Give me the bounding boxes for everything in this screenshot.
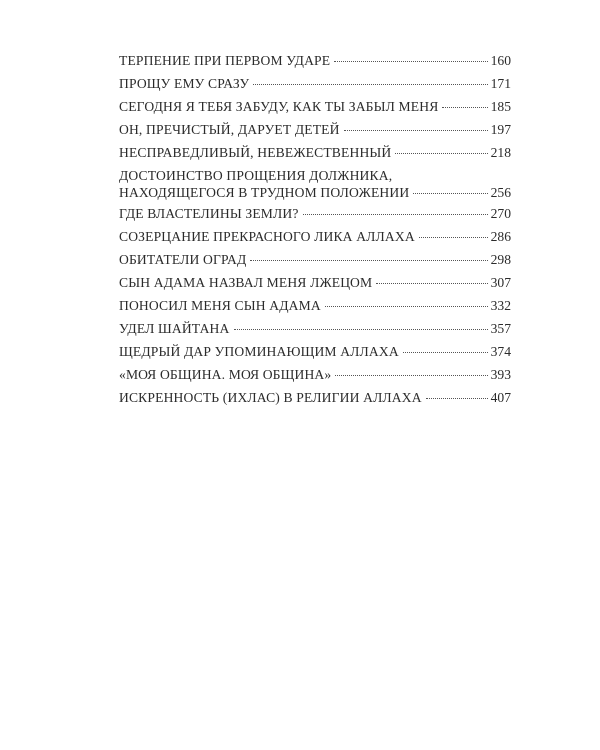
toc-entry-title: ЩЕДРЫЙ ДАР УПОМИНАЮЩИМ АЛЛАХА [119, 344, 399, 359]
dot-leader [395, 153, 487, 154]
dot-leader [335, 375, 487, 376]
toc-entry-title: ПРОЩУ ЕМУ СРАЗУ [119, 76, 250, 91]
toc-entry-page: 307 [490, 275, 511, 290]
toc-entry-title: НЕСПРАВЕДЛИВЫЙ, НЕВЕЖЕСТВЕННЫЙ [119, 145, 392, 160]
toc-entry-page: 298 [490, 252, 511, 267]
dot-leader [253, 84, 487, 85]
toc-entry-title: ГДЕ ВЛАСТЕЛИНЫ ЗЕМЛИ? [119, 206, 299, 221]
dot-leader [403, 352, 488, 353]
toc-entry-page: 197 [490, 122, 511, 137]
toc-entry-page: 407 [490, 390, 511, 405]
toc-entry[interactable] [119, 320, 511, 337]
dot-leader [442, 107, 487, 108]
toc-entry[interactable] [119, 274, 511, 291]
dot-leader [426, 398, 488, 399]
toc-entry-page: 256 [490, 185, 511, 200]
toc-entry-title-line1: ДОСТОИНСТВО ПРОЩЕНИЯ ДОЛЖНИКА, [119, 168, 393, 183]
dot-leader [344, 130, 488, 131]
dot-leader [234, 329, 488, 330]
toc-entry-title: СЫН АДАМА НАЗВАЛ МЕНЯ ЛЖЕЦОМ [119, 275, 373, 290]
toc-entry[interactable] [119, 251, 511, 268]
dot-leader [413, 193, 487, 194]
toc-entry-page: 393 [490, 367, 511, 382]
dot-leader [419, 237, 488, 238]
toc-entry-title: УДЕЛ ШАЙТАНА [119, 321, 230, 336]
toc-entry-title: НАХОДЯЩЕГОСЯ В ТРУДНОМ ПОЛОЖЕНИИ [119, 185, 410, 200]
toc-entry-page: 286 [490, 229, 511, 244]
toc-entry-page: 185 [490, 99, 511, 114]
dot-leader [250, 260, 487, 261]
dot-leader [303, 214, 488, 215]
dot-leader [325, 306, 488, 307]
toc-entry-page: 171 [490, 76, 511, 91]
toc-entry-page: 160 [490, 53, 511, 68]
toc-entry[interactable] [119, 205, 511, 222]
toc-entry[interactable] [119, 52, 511, 69]
toc-entry-title: СЕГОДНЯ Я ТЕБЯ ЗАБУДУ, КАК ТЫ ЗАБЫЛ МЕНЯ [119, 99, 439, 114]
toc-entry-title: ОН, ПРЕЧИСТЫЙ, ДАРУЕТ ДЕТЕЙ [119, 122, 340, 137]
dot-leader [334, 61, 487, 62]
toc-entry[interactable] [119, 297, 511, 314]
toc-entry-title: ИСКРЕННОСТЬ (ИХЛАС) В РЕЛИГИИ АЛЛАХА [119, 390, 422, 405]
toc-entry-page: 270 [490, 206, 511, 221]
toc-entry-page: 374 [490, 344, 511, 359]
toc-entry[interactable] [119, 167, 511, 201]
toc-entry[interactable] [119, 389, 511, 406]
toc-entry[interactable] [119, 228, 511, 245]
toc-entry-title: «МОЯ ОБЩИНА. МОЯ ОБЩИНА» [119, 367, 332, 382]
toc-entry-title: ПОНОСИЛ МЕНЯ СЫН АДАМА [119, 298, 321, 313]
toc-entry-title: СОЗЕРЦАНИЕ ПРЕКРАСНОГО ЛИКА АЛЛАХА [119, 229, 415, 244]
toc-entry-title: ТЕРПЕНИЕ ПРИ ПЕРВОМ УДАРЕ [119, 53, 331, 68]
toc-entry[interactable] [119, 366, 511, 383]
toc-entry-page: 357 [490, 321, 511, 336]
dot-leader [376, 283, 487, 284]
toc-entry[interactable] [119, 75, 511, 92]
toc-entry[interactable] [119, 343, 511, 360]
toc-entry-page: 332 [490, 298, 511, 313]
table-of-contents [119, 52, 511, 412]
toc-entry[interactable] [119, 121, 511, 138]
toc-entry-page: 218 [490, 145, 511, 160]
toc-entry[interactable] [119, 144, 511, 161]
toc-entry[interactable] [119, 98, 511, 115]
toc-entry-title: ОБИТАТЕЛИ ОГРАД [119, 252, 247, 267]
